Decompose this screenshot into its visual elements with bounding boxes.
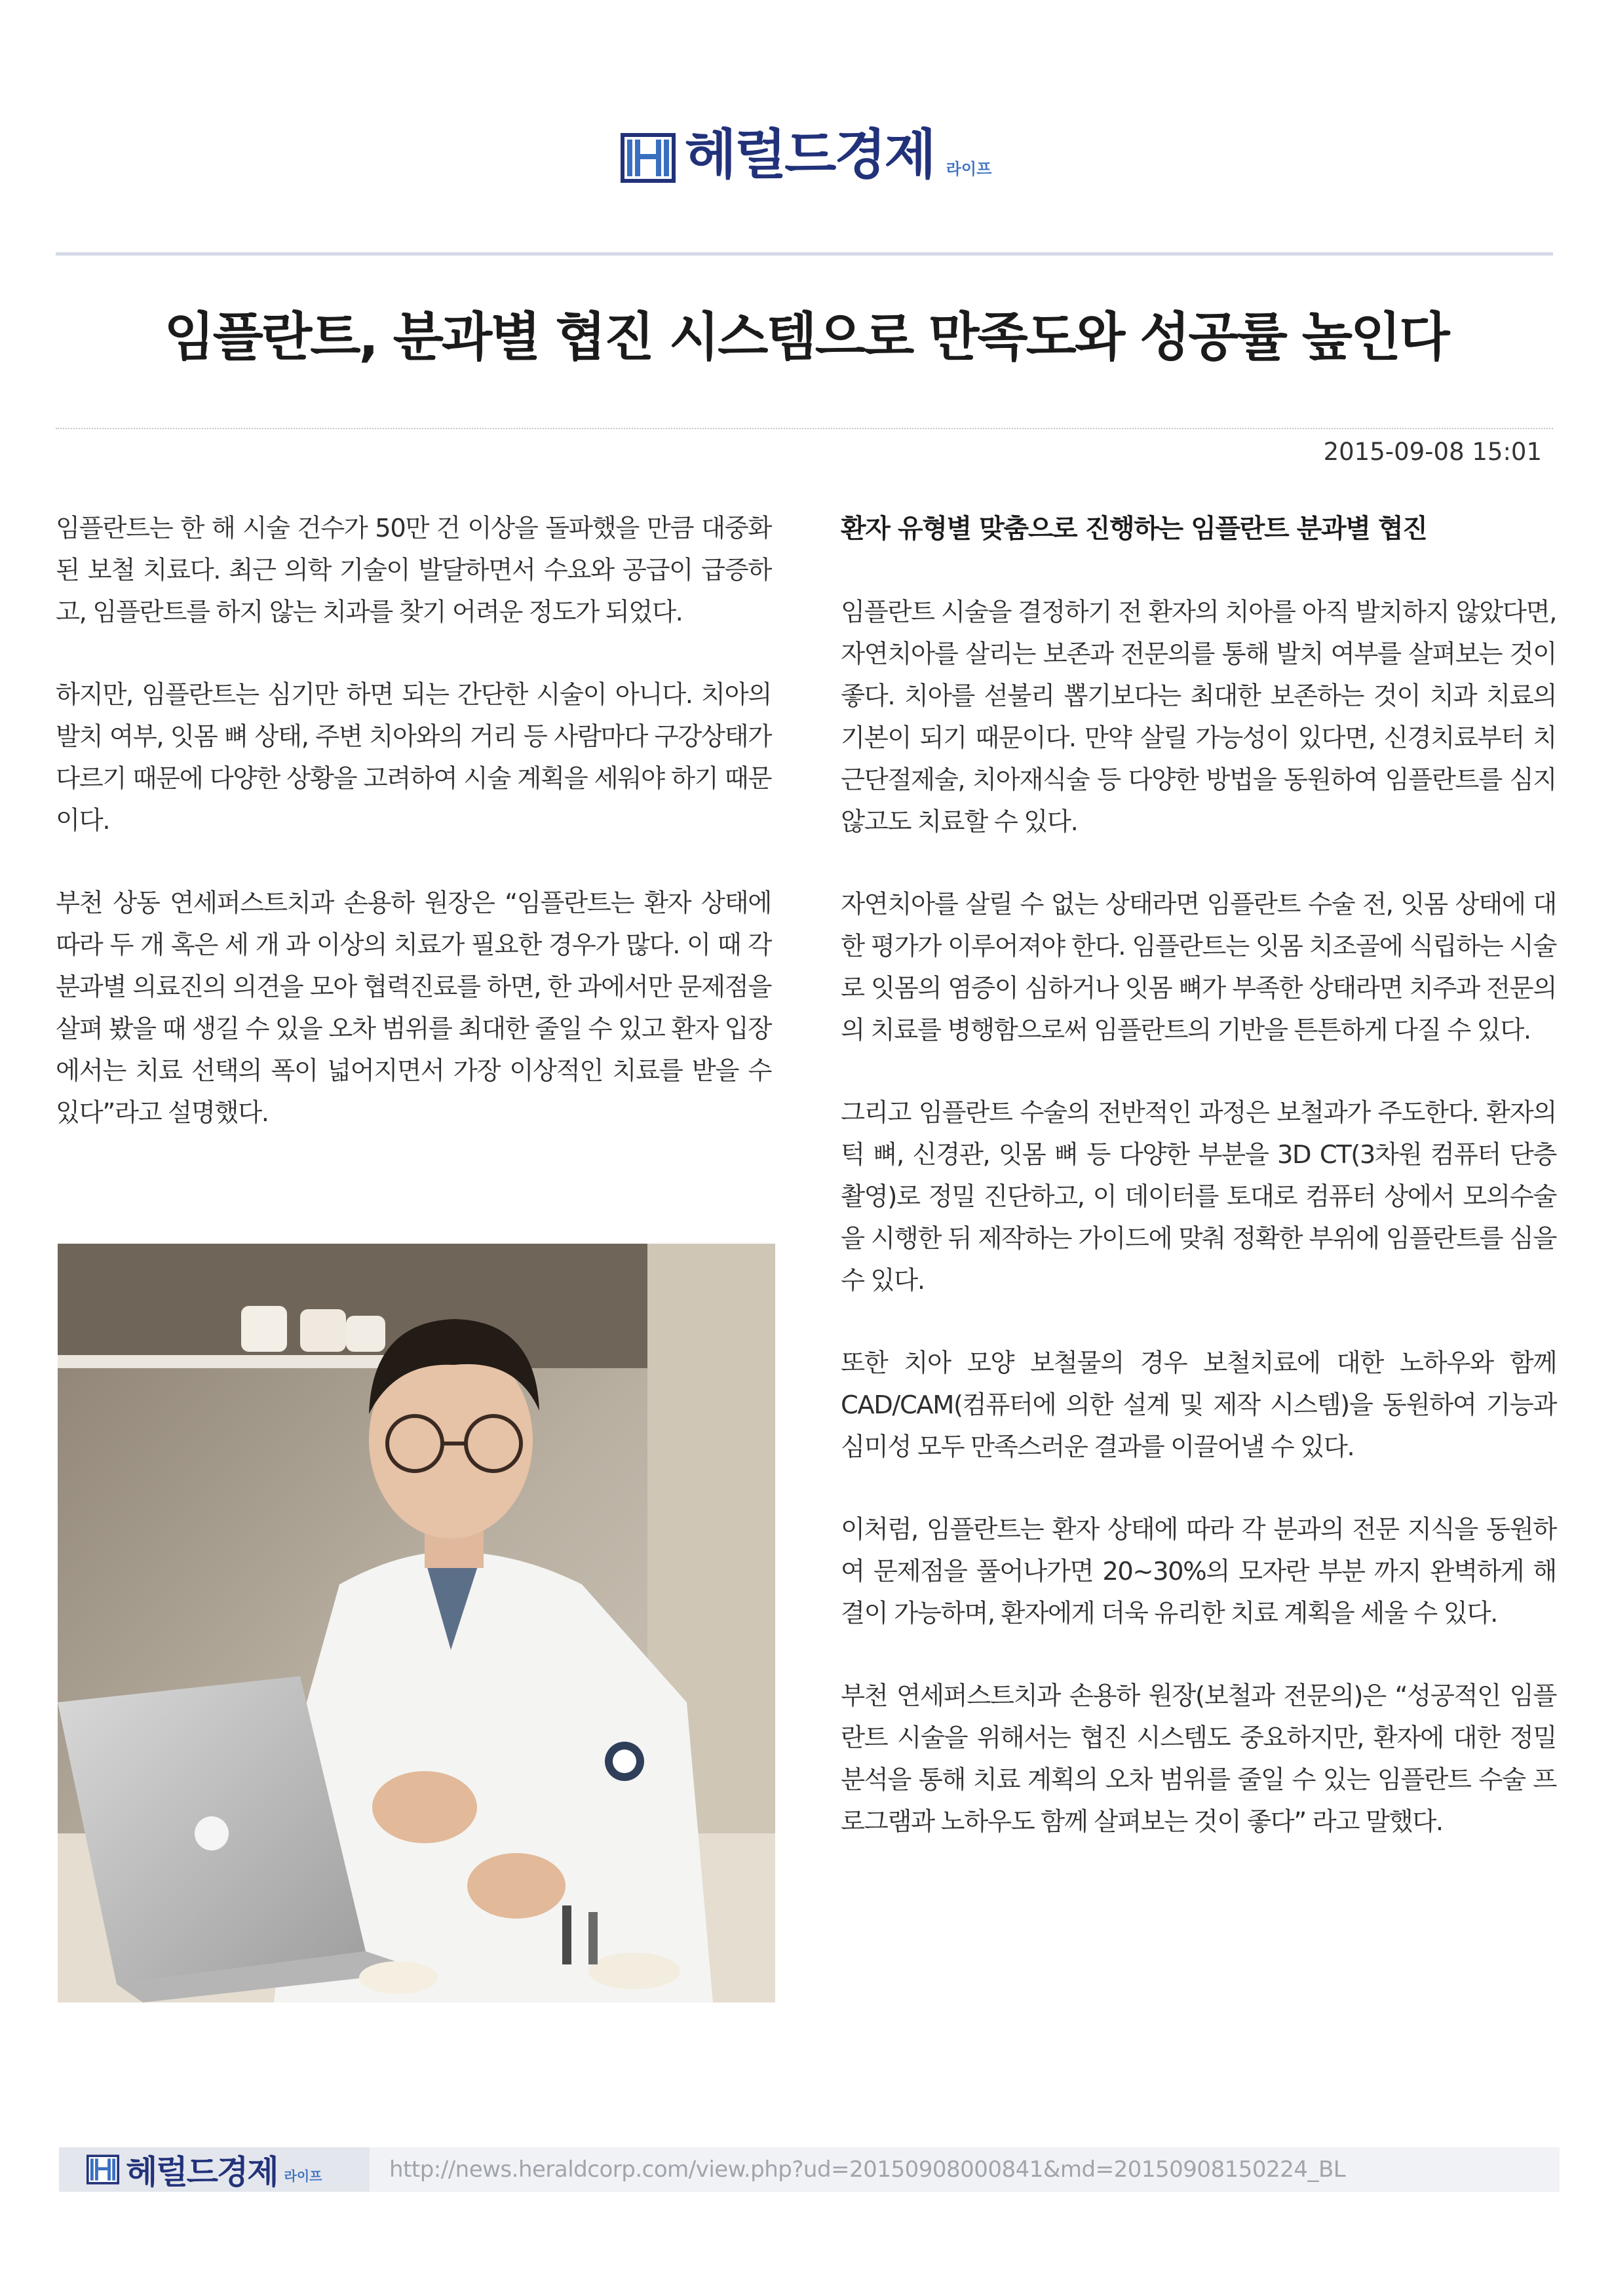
- article-timestamp: 2015-09-08 15:01: [1323, 438, 1542, 466]
- right-column: [841, 508, 1556, 1884]
- h-grid-logo-icon: [86, 2154, 119, 2185]
- right-paragraph-5: 이처럼, 임플란트는 환자 상태에 따라 각 분과의 전문 지식을 동원하여 문제점을 풀어나가면 20~30%의 모자란 부분 까지 완벽하게 해결이 가능하며, 환자에게 더욱 유리한 치료 계획을 세울 수 있다.: [841, 1515, 1556, 1628]
- right-paragraph-6: 부천 연세퍼스트치과 손용하 원장(보철과 전문의)은 “성공적인 임플란트 시술을 위해서는 협진 시스템도 중요하지만, 환자에 대한 정밀 분석을 통해 치료 계획의 오차 범위를 줄일 수 있는 임플란트 수술 프로그램과 노하우도 함께 살펴보는 것이 좋다” 라고 말했다.: [841, 1681, 1556, 1837]
- h-grid-logo-icon: [621, 133, 676, 183]
- footer-name: 헤럴드경제: [126, 2153, 278, 2191]
- top-divider: [56, 252, 1553, 256]
- footer: [59, 2147, 1560, 2192]
- right-subhead: 환자 유형별 맞춤으로 진행하는 임플란트 분과별 협진: [841, 514, 1427, 544]
- article-url[interactable]: http://news.heraldcorp.com/view.php?ud=20150908000841&md=20150908150224_BL: [370, 2147, 1560, 2192]
- right-paragraph-4: 또한 치아 모양 보철물의 경우 보철치료에 대한 노하우와 함께 CAD/CAM(컴퓨터에 의한 설계 및 제작 시스템)을 동원하여 기능과 심미성 모두 만족스러운 결과를 이끌어낼 수 있다.: [841, 1349, 1556, 1462]
- masthead-section: 라이프: [946, 160, 992, 178]
- footer-logo[interactable]: [59, 2147, 370, 2192]
- doctor-portrait-image: [58, 1244, 775, 2002]
- right-paragraph-2: 자연치아를 살릴 수 없는 상태라면 임플란트 수술 전, 잇몸 상태에 대한 평가가 이루어져야 한다. 임플란트는 잇몸 치조골에 식립하는 시술로 잇몸의 염증이 심하거나 잇몸 뼈가 부족한 상태라면 치주과 전문의의 치료를 병행함으로써 임플란트의 기반을 튼튼하게 다질 수 있다.: [841, 890, 1556, 1045]
- headline-divider: [56, 428, 1553, 429]
- footer-section: 라이프: [284, 2168, 322, 2184]
- right-paragraph-1: 임플란트 시술을 결정하기 전 환자의 치아를 아직 발치하지 않았다면, 자연치아를 살리는 보존과 전문의를 통해 발치 여부를 살펴보는 것이 좋다. 치아를 섣불리 뽑기보다는 최대한 보존하는 것이 치과 치료의 기본이 되기 때문이다. 만약 살릴 가능성이 있다면, 신경치료부터 치근단절제술, 치아재식술 등 다양한 방법을 동원하여 임플란트를 심지 않고도 치료할 수 있다.: [841, 598, 1556, 837]
- left-paragraph-1: 임플란트는 한 해 시술 건수가 50만 건 이상을 돌파했을 만큼 대중화된 보철 치료다. 최근 의학 기술이 발달하면서 수요와 공급이 급증하고, 임플란트를 하지 않는 치과를 찾기 어려운 정도가 되었다.: [56, 514, 771, 627]
- left-column: [56, 508, 771, 1175]
- masthead: [0, 124, 1612, 193]
- left-paragraph-3: 부천 상동 연세퍼스트치과 손용하 원장은 “임플란트는 환자 상태에 따라 두 개 혹은 세 개 과 이상의 치료가 필요한 경우가 많다. 이 때 각 분과별 의료진의 의견을 모아 협력진료를 하면, 한 과에서만 문제점을 살펴 봤을 때 생길 수 있을 오차 범위를 최대한 줄일 수 있고 환자 입장에서는 치료 선택의 폭이 넓어지면서 가장 이상적인 치료를 받을 수 있다”라고 설명했다.: [56, 889, 771, 1128]
- masthead-name: 헤럴드경제: [684, 124, 934, 186]
- article-headline: 임플란트, 분과별 협진 시스템으로 만족도와 성공률 높인다: [164, 307, 1448, 368]
- masthead-logo[interactable]: [621, 124, 992, 186]
- article-photo: [58, 1244, 775, 2002]
- left-paragraph-2: 하지만, 임플란트는 심기만 하면 되는 간단한 시술이 아니다. 치아의 발치 여부, 잇몸 뼈 상태, 주변 치아와의 거리 등 사람마다 구강상태가 다르기 때문에 다양한 상황을 고려하여 시술 계획을 세워야 하기 때문이다.: [56, 680, 771, 835]
- right-paragraph-3: 그리고 임플란트 수술의 전반적인 과정은 보철과가 주도한다. 환자의 턱 뼈, 신경관, 잇몸 뼈 등 다양한 부분을 3D CT(3차원 컴퓨터 단층 촬영)로 정밀 진단하고, 이 데이터를 토대로 컴퓨터 상에서 모의수술을 시행한 뒤 제작하는 가이드에 맞춰 정확한 부위에 임플란트를 심을 수 있다.: [841, 1098, 1556, 1295]
